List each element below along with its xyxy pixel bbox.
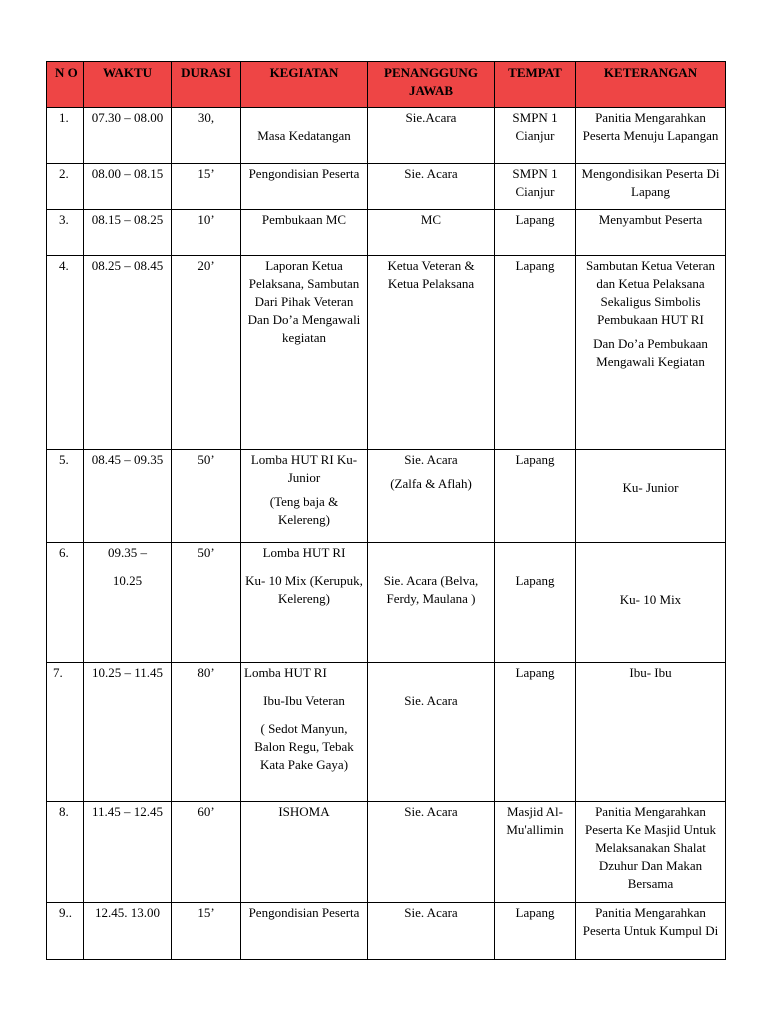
cell-waktu: 12.45. 13.00 (84, 903, 172, 960)
cell-durasi: 50’ (172, 543, 241, 663)
cell-waktu: 08.45 – 09.35 (84, 450, 172, 543)
cell-pj: Sie. Acara (368, 802, 495, 903)
keterangan-text: Ku- 10 Mix (619, 592, 682, 607)
table-header-row (47, 62, 726, 108)
keterangan-part-2: Dan Do’a Pembukaan Mengawali Kegiatan (593, 336, 708, 369)
cell-waktu: 10.25 – 11.45 (84, 663, 172, 802)
cell-tempat: Masjid Al-Mu'allimin (495, 802, 576, 903)
cell-pj: Sie.Acara (368, 108, 495, 164)
cell-tempat: Lapang (495, 450, 576, 543)
table-row (47, 164, 726, 210)
cell-waktu (84, 543, 172, 663)
pj-text: Sie. Acara (Belva, Ferdy, Maulana ) (383, 573, 479, 606)
cell-pj: Ketua Veteran & Ketua Pelaksana (368, 256, 495, 450)
tempat-text: Lapang (515, 573, 555, 588)
cell-kegiatan (241, 108, 368, 164)
cell-durasi: 60’ (172, 802, 241, 903)
cell-no: 7. (47, 663, 84, 802)
pj-part-1: Sie. Acara (404, 452, 458, 467)
cell-tempat (495, 543, 576, 663)
schedule-table (46, 61, 726, 960)
header-tempat: TEMPAT (495, 62, 576, 108)
cell-tempat: Lapang (495, 256, 576, 450)
cell-durasi: 80’ (172, 663, 241, 802)
cell-kegiatan: Pengondisian Peserta (241, 903, 368, 960)
cell-kegiatan: Pengondisian Peserta (241, 164, 368, 210)
pj-text: Sie. Acara (404, 693, 458, 708)
cell-no: 8. (47, 802, 84, 903)
cell-keterangan (576, 450, 726, 543)
cell-pj (368, 450, 495, 543)
table-row (47, 543, 726, 663)
cell-keterangan (576, 256, 726, 450)
keterangan-part-1: Sambutan Ketua Veteran dan Ketua Pelaksana Sekaligus Simbolis Pembukaan HUT RI (586, 258, 715, 327)
cell-keterangan (576, 543, 726, 663)
cell-no: 3. (47, 210, 84, 256)
cell-tempat: SMPN 1 Cianjur (495, 108, 576, 164)
cell-tempat: Lapang (495, 663, 576, 802)
cell-waktu: 11.45 – 12.45 (84, 802, 172, 903)
cell-waktu: 08.00 – 08.15 (84, 164, 172, 210)
table-row (47, 450, 726, 543)
table-row (47, 108, 726, 164)
pj-part-2: (Zalfa & Aflah) (390, 476, 472, 491)
keterangan-text: Ku- Junior (622, 480, 679, 495)
cell-kegiatan: Pembukaan MC (241, 210, 368, 256)
table-row (47, 210, 726, 256)
table-row (47, 256, 726, 450)
cell-no: 2. (47, 164, 84, 210)
table-row (47, 802, 726, 903)
cell-tempat: Lapang (495, 210, 576, 256)
header-no: N O (47, 62, 84, 108)
waktu-part-1: 09.35 – (108, 545, 147, 560)
kegiatan-part-1: Lomba HUT RI (262, 545, 346, 560)
header-durasi: DURASI (172, 62, 241, 108)
cell-pj (368, 663, 495, 802)
cell-keterangan: Mengondisikan Peserta Di Lapang (576, 164, 726, 210)
cell-waktu: 07.30 – 08.00 (84, 108, 172, 164)
cell-no: 6. (47, 543, 84, 663)
kegiatan-part-3: ( Sedot Manyun, Balon Regu, Tebak Kata Pake Gaya) (254, 721, 354, 772)
kegiatan-text: Masa Kedatangan (257, 128, 351, 143)
kegiatan-part-2: (Teng baja & Kelereng) (269, 494, 339, 527)
kegiatan-part-2: Ku- 10 Mix (Kerupuk, Kelereng) (245, 573, 363, 606)
cell-keterangan: Panitia Mengarahkan Peserta Ke Masjid Untuk Melaksanakan Shalat Dzuhur Dan Makan Bersama (576, 802, 726, 903)
cell-kegiatan (241, 450, 368, 543)
cell-kegiatan: ISHOMA (241, 802, 368, 903)
header-waktu: WAKTU (84, 62, 172, 108)
cell-pj: Sie. Acara (368, 903, 495, 960)
kegiatan-part-2: Ibu-Ibu Veteran (263, 693, 345, 708)
header-kegiatan: KEGIATAN (241, 62, 368, 108)
cell-keterangan: Menyambut Peserta (576, 210, 726, 256)
header-keterangan: KETERANGAN (576, 62, 726, 108)
waktu-part-2: 10.25 (112, 573, 143, 588)
cell-durasi: 15’ (172, 903, 241, 960)
cell-keterangan: Ibu- Ibu (576, 663, 726, 802)
cell-no: 9.. (47, 903, 84, 960)
cell-kegiatan: Laporan Ketua Pelaksana, Sambutan Dari Pihak Veteran Dan Do’a Mengawali kegiatan (241, 256, 368, 450)
cell-durasi: 10’ (172, 210, 241, 256)
cell-keterangan: Panitia Mengarahkan Peserta Menuju Lapangan (576, 108, 726, 164)
cell-waktu: 08.15 – 08.25 (84, 210, 172, 256)
cell-durasi: 20’ (172, 256, 241, 450)
cell-no: 1. (47, 108, 84, 164)
cell-no: 4. (47, 256, 84, 450)
cell-pj: MC (368, 210, 495, 256)
cell-waktu: 08.25 – 08.45 (84, 256, 172, 450)
cell-tempat: SMPN 1 Cianjur (495, 164, 576, 210)
cell-durasi: 50’ (172, 450, 241, 543)
cell-no: 5. (47, 450, 84, 543)
cell-pj (368, 543, 495, 663)
cell-kegiatan (241, 543, 368, 663)
table-row (47, 663, 726, 802)
cell-pj: Sie. Acara (368, 164, 495, 210)
cell-kegiatan (241, 663, 368, 802)
cell-durasi: 15’ (172, 164, 241, 210)
cell-keterangan: Panitia Mengarahkan Peserta Untuk Kumpul Di (576, 903, 726, 960)
header-penanggung-jawab: PENANGGUNG JAWAB (368, 62, 495, 108)
cell-durasi: 30, (172, 108, 241, 164)
cell-tempat: Lapang (495, 903, 576, 960)
kegiatan-part-1: Lomba HUT RI Ku- Junior (250, 452, 358, 485)
kegiatan-part-1: Lomba HUT RI (244, 665, 327, 680)
table-row (47, 903, 726, 960)
